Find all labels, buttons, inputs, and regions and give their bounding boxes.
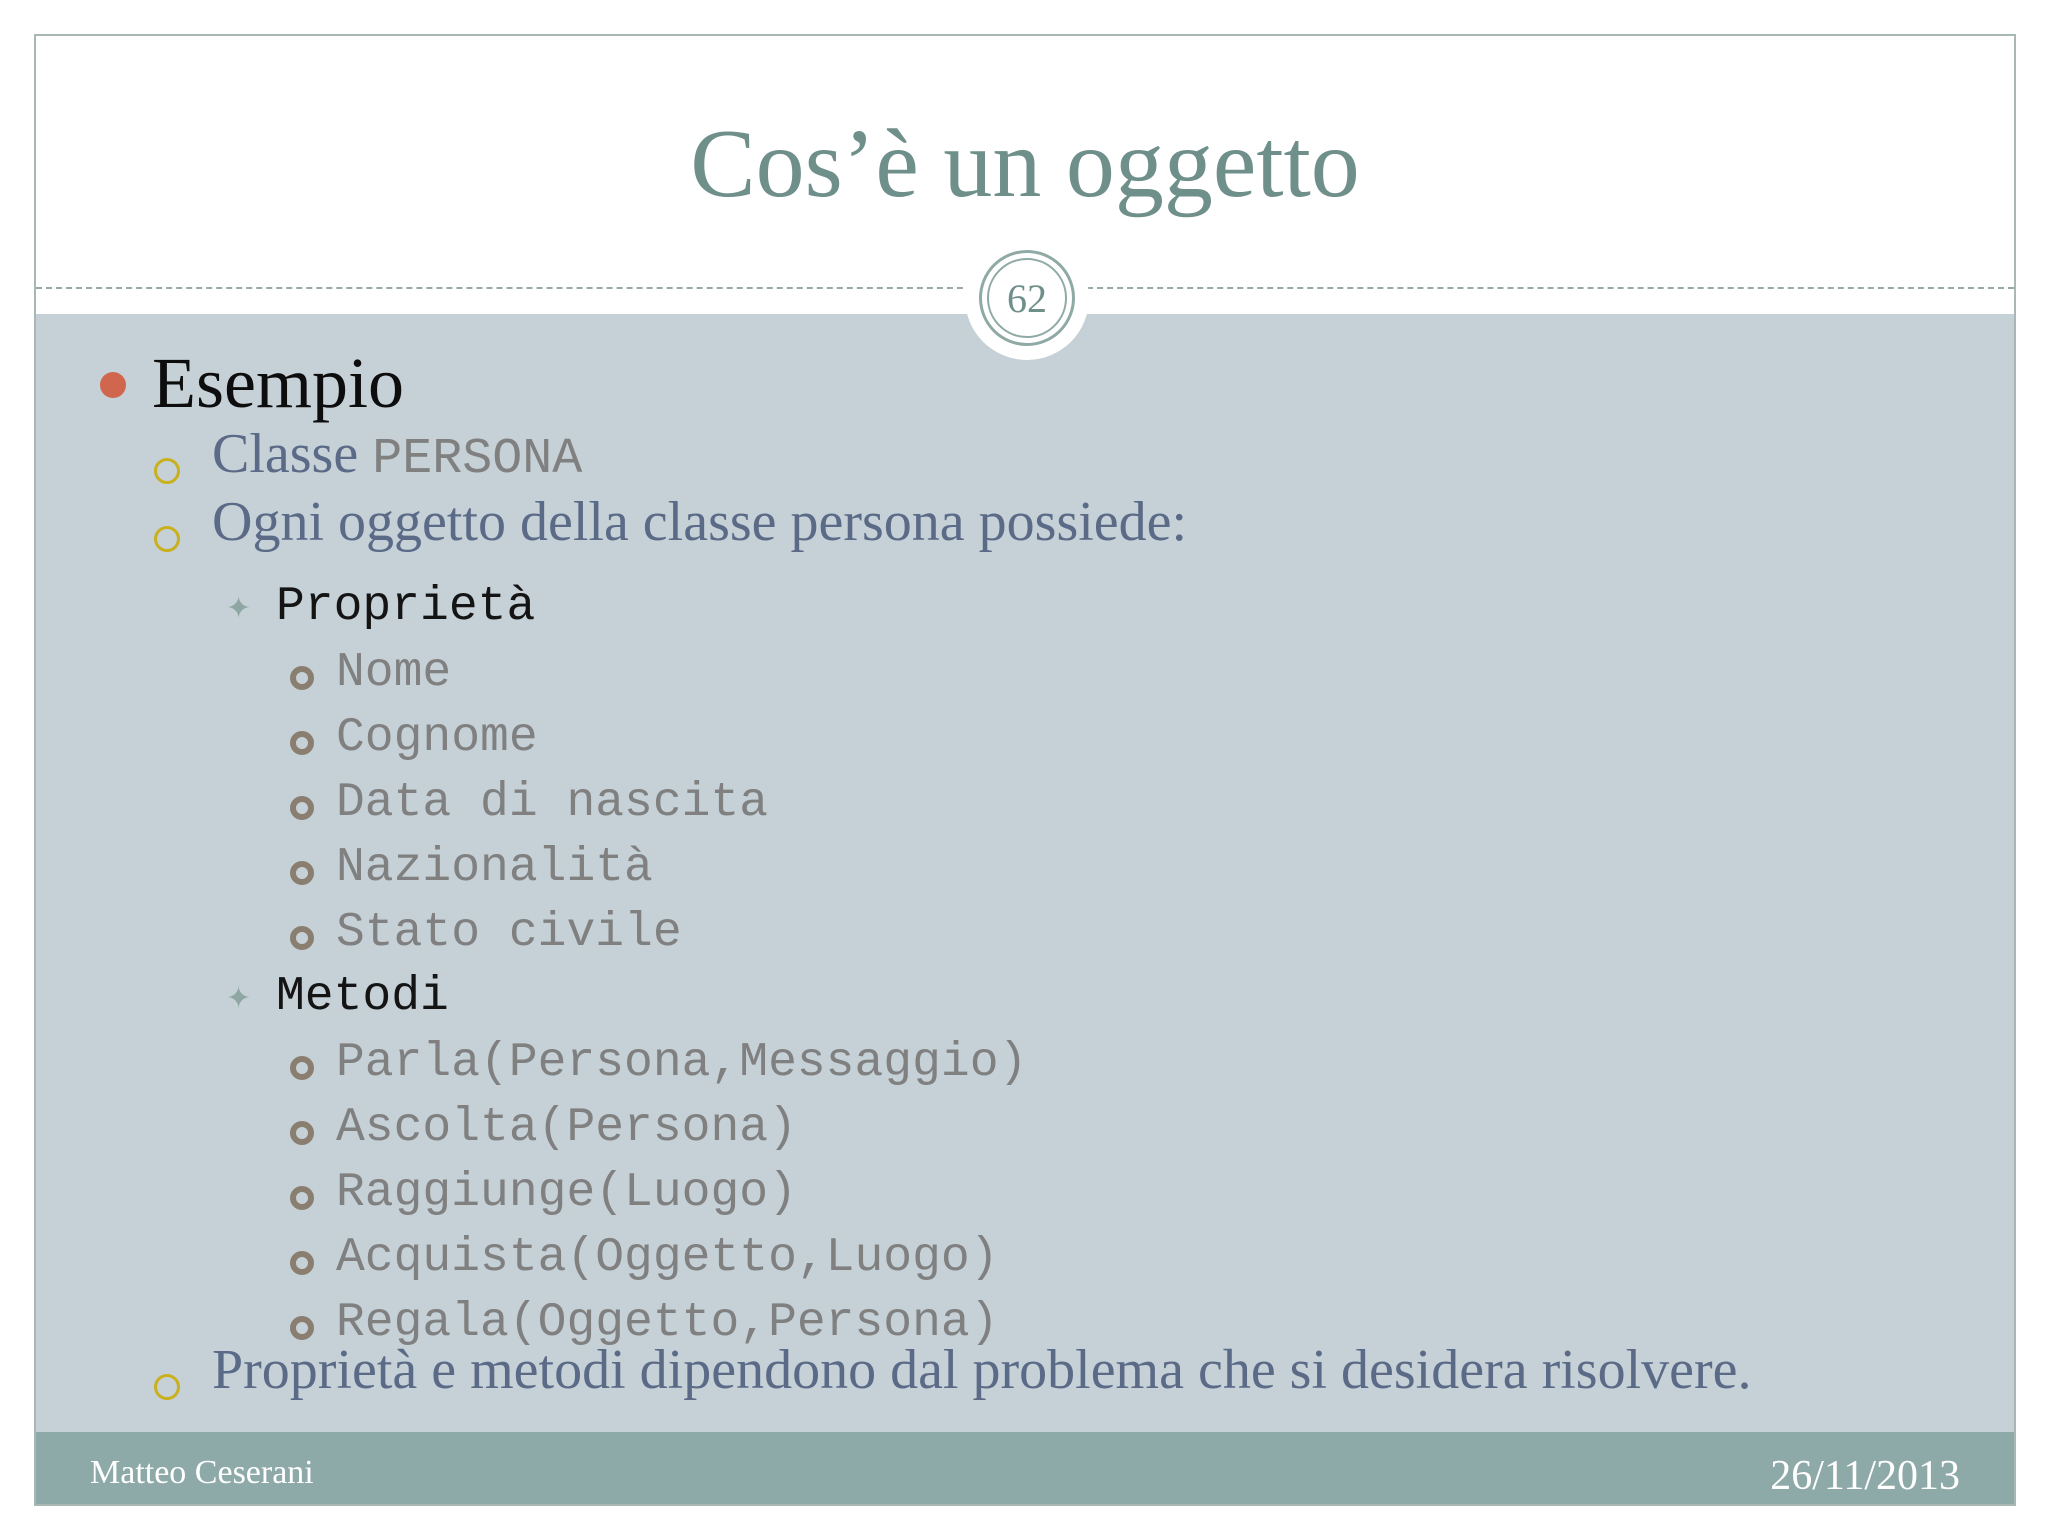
small-ring-bullet-icon [290,1251,314,1275]
heading-proprieta: Proprietà [276,580,536,634]
small-ring-bullet-icon [290,1056,314,1080]
slide-title: Cos’è un oggetto [690,110,1360,218]
ring-bullet-icon [154,526,180,552]
small-ring-bullet-icon [290,796,314,820]
star-bullet-icon: ✦ [226,591,252,626]
method-item: Acquista(Oggetto,Luogo) [336,1231,999,1285]
small-ring-bullet-icon [290,926,314,950]
bullet-classe [212,422,582,488]
slide [34,34,2016,1506]
heading-metodi: Metodi [276,970,449,1024]
bullet-ogni: Ogni oggetto della classe persona possiede: [212,491,1188,553]
small-ring-bullet-icon [290,1186,314,1210]
classe-label: Classe [212,423,359,485]
bullet-conclusione: Proprietà e metodi dipendono dal problema che si desidera risolvere. [212,1339,1752,1401]
page-number: 62 [987,258,1067,338]
property-item: Stato civile [336,906,682,960]
small-ring-bullet-icon [290,666,314,690]
method-item: Raggiunge(Luogo) [336,1166,797,1220]
footer-author: Matteo Ceserani [90,1454,314,1491]
bullet-esempio: Esempio [152,343,404,423]
ring-bullet-icon [154,1374,180,1400]
bullet-dot-icon [100,372,126,398]
ring-bullet-icon [154,458,180,484]
property-item: Nazionalità [336,841,653,895]
small-ring-bullet-icon [290,1316,314,1340]
small-ring-bullet-icon [290,861,314,885]
small-ring-bullet-icon [290,731,314,755]
method-item: Regala(Oggetto,Persona) [336,1296,999,1350]
property-item: Cognome [336,711,538,765]
star-bullet-icon: ✦ [226,981,252,1016]
method-item: Parla(Persona,Messaggio) [336,1036,1028,1090]
slide-footer [36,1432,2014,1506]
small-ring-bullet-icon [290,1121,314,1145]
property-item: Data di nascita [336,776,769,830]
property-item: Nome [336,646,452,700]
footer-date: 26/11/2013 [1770,1453,1960,1499]
classe-name: PERSONA [372,431,583,488]
method-item: Ascolta(Persona) [336,1101,797,1155]
page-number-badge [979,250,1075,346]
